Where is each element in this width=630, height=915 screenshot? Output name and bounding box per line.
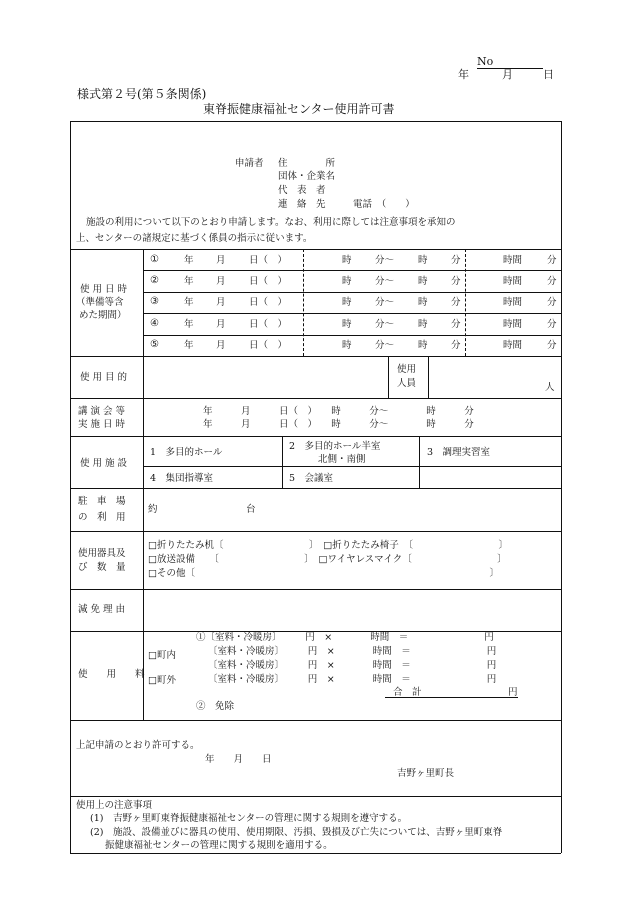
equipment-label-2: び 数 量: [78, 562, 126, 573]
equipment-row-3[interactable]: □その他〔 〕: [148, 568, 499, 579]
year-label: 年: [184, 255, 194, 266]
lecture-date-line-1: 年 月 日（ ） 時 分〜 時 分: [203, 406, 474, 417]
hour-label: 時: [418, 319, 428, 330]
frame-bottom: [70, 853, 561, 854]
frame-right: [561, 121, 562, 853]
fee-total-yen: 円: [508, 687, 518, 698]
day-label: 日（ ）: [249, 340, 288, 351]
hour-label: 時: [418, 297, 428, 308]
schedule-label-3: めた期間）: [79, 310, 127, 321]
header-day: 日: [543, 68, 554, 81]
minute-label: 分: [547, 297, 557, 308]
minute-from-label: 分〜: [375, 340, 395, 351]
applicant-label: 申請者: [235, 158, 264, 169]
parking-label-1: 駐 車 場: [78, 496, 126, 507]
notes-item-2a: (2) 施設、設備並びに器具の使用、使用期限、汚損、毀損及び亡失については、吉野ヶ里町東脊: [90, 827, 503, 838]
month-label: 月: [216, 340, 226, 351]
month-label: 月: [216, 319, 226, 330]
notes-item-1: (1) 吉野ヶ里町東脊振健康福祉センターの管理に関する規則を遵守する。: [90, 813, 408, 824]
facility-option-half-hall-sides: 北側・南側: [318, 454, 366, 465]
fee-label: 使 用 料: [78, 669, 145, 680]
facility-divider-2: [419, 436, 420, 488]
reduction-label: 減 免 理 由: [78, 604, 126, 615]
row-line: [143, 466, 561, 467]
notes-item-2b: 振健康福祉センターの管理に関する規則を適用する。: [105, 840, 333, 851]
hour-label: 時: [342, 297, 352, 308]
year-label: 年: [184, 340, 194, 351]
day-label: 日（ ）: [249, 297, 288, 308]
frame-top: [70, 121, 561, 122]
row-line: [143, 270, 561, 271]
minute-label: 分: [451, 297, 461, 308]
facility-option-cooking-room[interactable]: 3 調理実習室: [427, 447, 491, 458]
address-label: 住 所: [278, 158, 336, 169]
row-number: ②: [150, 275, 159, 286]
row-number: ①: [150, 254, 159, 265]
facility-option-meeting-room[interactable]: 5 会議室: [289, 473, 334, 484]
minute-label: 分: [451, 319, 461, 330]
row-line: [70, 796, 561, 797]
day-label: 日（ ）: [249, 319, 288, 330]
month-label: 月: [216, 276, 226, 287]
mayor-signature: 吉野ヶ里町長: [397, 768, 455, 779]
permission-statement: 上記申請のとおり許可する。: [76, 740, 200, 751]
schedule-dashed-divider-2: [465, 249, 466, 356]
row-number: ③: [150, 296, 159, 307]
minute-from-label: 分〜: [375, 255, 395, 266]
parking-about: 約: [148, 504, 158, 515]
header-month: 月: [502, 68, 513, 81]
minute-label: 分: [547, 340, 557, 351]
minute-label: 分: [547, 255, 557, 266]
application-statement-1: 施設の利用について以下のとおり申請します。なお、利用に際しては注意事項を承知の: [86, 217, 456, 228]
application-statement-2: 上、センターの諸規定に基づく係員の指示に従います。: [76, 233, 313, 244]
minute-from-label: 分〜: [375, 319, 395, 330]
lecture-label-2: 実 施 日 時: [78, 419, 126, 430]
schedule-label-1: 使 用 日 時: [80, 284, 128, 295]
hour-label: 時: [342, 340, 352, 351]
organization-label: 団体・企業名: [278, 171, 336, 182]
minute-label: 分: [547, 276, 557, 287]
users-label-2: 人員: [397, 378, 417, 389]
minute-label: 分: [451, 340, 461, 351]
facility-option-half-hall[interactable]: 2 多目的ホール半室: [289, 441, 381, 452]
year-label: 年: [184, 319, 194, 330]
hour-label: 時: [342, 319, 352, 330]
parking-label-2: の 利 用: [78, 512, 126, 523]
no-label: No: [477, 55, 494, 68]
lecture-label-1: 講 演 会 等: [78, 406, 126, 417]
row-line: [143, 292, 561, 293]
day-label: 日（ ）: [249, 255, 288, 266]
hour-label: 時: [418, 255, 428, 266]
notes-title: 使用上の注意事項: [76, 800, 153, 811]
fee-line-4: 〔室料・冷暖房〕 円 × 時間 ＝ 円: [208, 674, 497, 685]
row-line: [143, 335, 561, 336]
hour-label: 時: [418, 276, 428, 287]
equipment-label-1: 使用器具及: [78, 548, 126, 559]
equipment-row-2[interactable]: □放送設備 〔 〕 □ワイヤレスマイク〔 〕: [148, 554, 507, 565]
minute-label: 分: [451, 276, 461, 287]
minute-from-label: 分〜: [375, 297, 395, 308]
hour-label: 時: [418, 340, 428, 351]
facility-option-hall[interactable]: 1 多目的ホール: [150, 447, 223, 458]
document-title: 東脊振健康福祉センター使用許可書: [203, 102, 395, 116]
equipment-row-1[interactable]: □折りたたみ机〔 〕 □折りたたみ椅子 〔 〕: [148, 540, 508, 551]
fee-line-1: ①〔室料・冷暖房〕 円 × 時間 ＝ 円: [196, 632, 494, 643]
hours-label: 時間: [503, 340, 523, 351]
row-number: ⑤: [150, 339, 159, 350]
hours-label: 時間: [503, 319, 523, 330]
schedule-dashed-divider-1: [303, 249, 304, 356]
year-label: 年: [184, 297, 194, 308]
row-number: ④: [150, 318, 159, 329]
year-label: 年: [184, 276, 194, 287]
representative-label: 代 表 者: [278, 185, 326, 196]
label-column-divider: [143, 249, 144, 720]
frame-left: [70, 121, 71, 853]
hour-label: 時: [342, 276, 352, 287]
hour-label: 時: [342, 255, 352, 266]
month-label: 月: [216, 255, 226, 266]
fee-exempt: ② 免除: [196, 701, 235, 712]
facility-label: 使 用 施 設: [80, 458, 128, 469]
day-label: 日（ ）: [249, 276, 288, 287]
purpose-divider-1: [388, 356, 389, 398]
hours-label: 時間: [503, 276, 523, 287]
facility-divider-1: [282, 436, 283, 488]
hours-label: 時間: [503, 297, 523, 308]
phone-label: 電話 （ ）: [353, 199, 415, 210]
parking-unit: 台: [246, 504, 256, 515]
form-number: 様式第２号(第５条関係): [77, 87, 207, 101]
row-line: [70, 720, 561, 721]
minute-label: 分: [547, 319, 557, 330]
fee-out-town-checkbox[interactable]: □町外: [148, 675, 176, 686]
facility-option-guidance-room[interactable]: 4 集団指導室: [150, 473, 214, 484]
row-line: [143, 313, 561, 314]
lecture-date-line-2: 年 月 日（ ） 時 分〜 時 分: [203, 419, 474, 430]
schedule-label-2: （準備等含: [76, 297, 124, 308]
purpose-label: 使 用 目 的: [80, 372, 128, 383]
fee-line-2: 〔室料・冷暖房〕 円 × 時間 ＝ 円: [208, 646, 497, 657]
fee-line-3: 〔室料・冷暖房〕 円 × 時間 ＝ 円: [208, 660, 497, 671]
hours-label: 時間: [503, 255, 523, 266]
month-label: 月: [216, 297, 226, 308]
permission-date: 年 月 日: [205, 754, 272, 765]
minute-from-label: 分〜: [375, 276, 395, 287]
fee-in-town-checkbox[interactable]: □町内: [148, 650, 176, 661]
minute-label: 分: [451, 255, 461, 266]
users-label-1: 使用: [397, 364, 417, 375]
fee-total-underline: [385, 697, 518, 698]
purpose-divider-2: [428, 356, 429, 398]
users-unit: 人: [545, 382, 555, 393]
header-year: 年: [458, 68, 469, 81]
contact-label: 連 絡 先: [278, 199, 326, 210]
fee-total-label: 合 計: [393, 687, 422, 698]
